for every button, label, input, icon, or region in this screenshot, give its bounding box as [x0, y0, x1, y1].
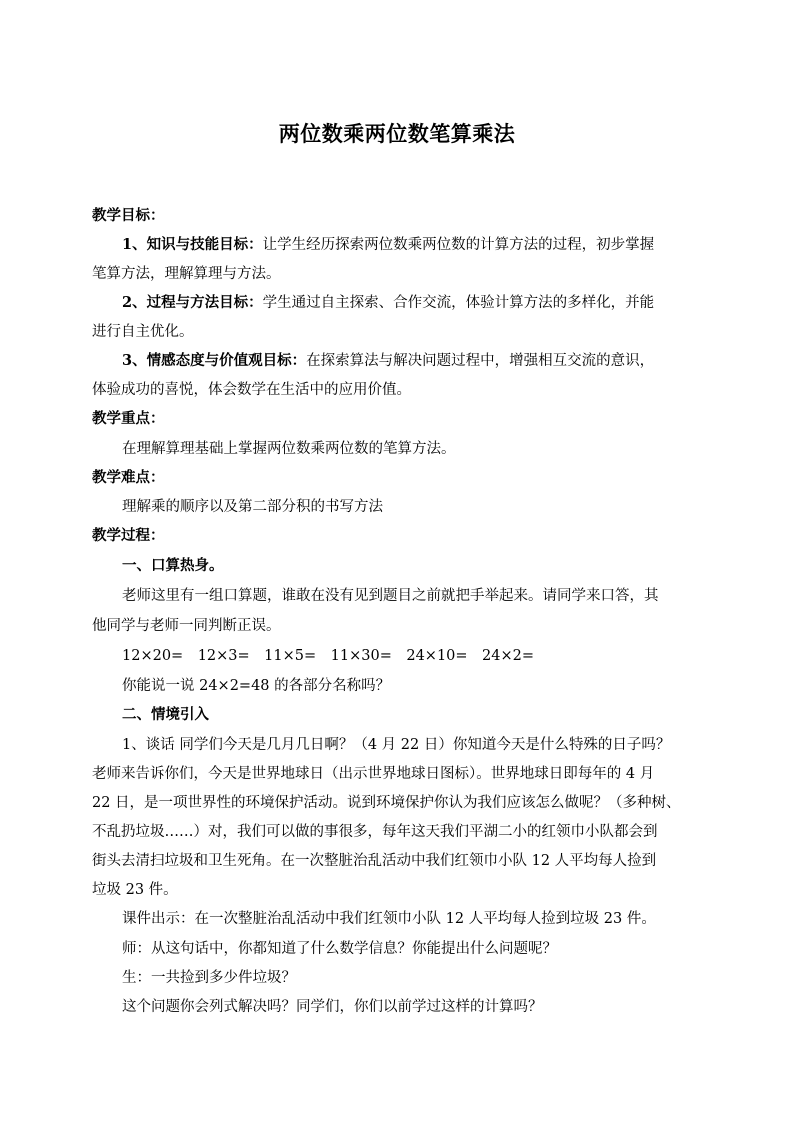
difficulty-text: 理解乘的顺序以及第二部分积的书写方法 [122, 499, 383, 515]
key-text: 在理解算理基础上掌握两位数乘两位数的笔算方法。 [122, 441, 456, 457]
goal1-line-a [122, 235, 752, 255]
part2-p1-line-f: 垃圾 23 件。 [92, 882, 178, 898]
key-heading: 教学重点： [92, 410, 165, 427]
goal2-text-b: 进行自主优化。 [92, 324, 194, 340]
part1-text-a: 老师这里有一组口算题，谁敢在没有见到题目之前就把手举起来。请同学来口答，其 [122, 588, 659, 604]
goal3-label: 3、情感态度与价值观目标： [122, 352, 307, 369]
part2-p1-line-e: 街头去清扫垃圾和卫生死角。在一次整脏治乱活动中我们红领巾小队 12 人平均每人捡到 [92, 853, 657, 869]
part2-p4: 生：一共捡到多少件垃圾？ [122, 970, 296, 986]
mental-math-exercises: 12×20= 12×3= 11×5= 11×30= 24×10= 24×2= [122, 648, 535, 664]
part2-heading: 二、情境引入 [122, 706, 209, 723]
part2-p1-line-a: 1、谈话 同学们今天是几月几日啊？（4 月 22 日）你知道今天是什么特殊的日子吗？ [122, 737, 671, 753]
goal3-text-b: 体验成功的喜悦，体会数学在生活中的应用价值。 [92, 382, 411, 398]
part1-question: 你能说一说 24×2=48 的各部分名称吗？ [122, 678, 391, 694]
process-heading: 教学过程： [92, 527, 165, 544]
difficulty-heading: 教学难点： [92, 469, 165, 486]
goals-heading: 教学目标： [92, 207, 165, 224]
part2-p1-line-c: 22 日，是一项世界性的环境保护活动。说到环境保护你认为我们应该怎么做呢？（多种树、 [92, 795, 681, 811]
part2-p1-line-d: 不乱扔垃圾……）对，我们可以做的事很多，每年这天我们平湖二小的红领巾小队都会到 [92, 824, 658, 840]
document-title: 两位数乘两位数笔算乘法 [278, 121, 516, 146]
goal1-text-b: 笔算方法，理解算理与方法。 [92, 266, 281, 282]
part2-p3: 师：从这句话中，你都知道了什么数学信息？你能提出什么问题呢？ [122, 941, 557, 957]
goal2-line-a [122, 293, 752, 313]
goal3-text-a: 在探索算法与解决问题过程中，增强相互交流的意识， [306, 353, 655, 369]
part2-p1-line-b: 老师来告诉你们，今天是世界地球日（出示世界地球日图标）。世界地球日即每年的 4 月 [92, 766, 655, 782]
part2-p2: 课件出示：在一次整脏治乱活动中我们红领巾小队 12 人平均每人捡到垃圾 23 件。 [122, 911, 656, 927]
part2-p5: 这个问题你会列式解决吗？同学们，你们以前学过这样的计算吗？ [122, 999, 543, 1015]
goal1-label: 1、知识与技能目标： [122, 236, 263, 253]
part1-heading: 一、口算热身。 [122, 557, 224, 574]
goal3-line-a [122, 351, 752, 371]
goal2-text-a: 学生通过自主探索、合作交流，体验计算方法的多样化，并能 [262, 295, 655, 311]
goal2-label: 2、过程与方法目标： [122, 294, 263, 311]
goal1-text-a: 让学生经历探索两位数乘两位数的计算方法的过程，初步掌握 [262, 237, 655, 253]
part1-text-b: 他同学与老师一同判断正误。 [92, 618, 281, 634]
